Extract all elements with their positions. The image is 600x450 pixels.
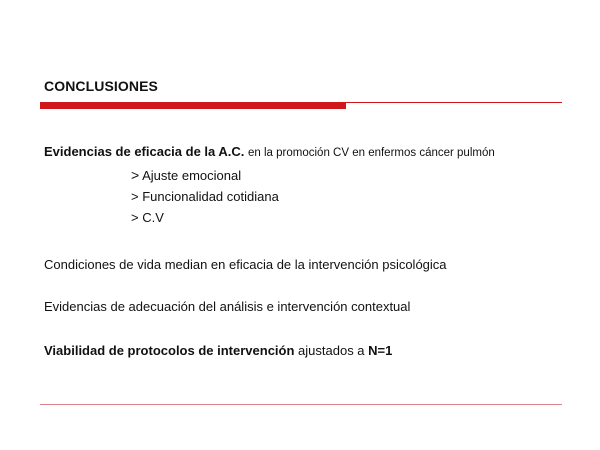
sub-item-text: Funcionalidad cotidiana <box>142 189 279 204</box>
title-underline-thin <box>346 102 562 103</box>
title-underline-thick <box>40 102 346 109</box>
sub-item-ajuste <box>131 167 241 184</box>
sub-item-text: C.V <box>142 210 164 225</box>
viabilidad-normal: ajustados a <box>298 343 365 358</box>
viabilidad-n: N=1 <box>368 343 393 358</box>
sub-item-text: Ajuste emocional <box>142 168 242 183</box>
sub-item-marker: > <box>131 189 139 204</box>
sub-item-marker: > <box>131 167 140 183</box>
sub-item-marker: > <box>131 210 139 225</box>
slide-title: CONCLUSIONES <box>44 78 158 94</box>
footer-rule <box>40 404 562 405</box>
viabilidad-bold: Viabilidad de protocolos de intervención <box>44 343 295 358</box>
condiciones-line: Condiciones de vida median en eficacia de la intervención psicológica <box>44 257 447 272</box>
evidencias-eficacia-line <box>44 144 495 161</box>
adecuacion-line: Evidencias de adecuación del análisis e intervención contextual <box>44 299 411 314</box>
sub-item-funcionalidad <box>131 189 279 205</box>
viabilidad-line <box>44 343 392 359</box>
evidencias-eficacia-detail: en la promoción CV en enfermos cáncer pulmón <box>248 147 495 159</box>
sub-item-cv <box>131 210 164 226</box>
evidencias-eficacia-bold: Evidencias de eficacia de la A.C. <box>44 144 245 159</box>
